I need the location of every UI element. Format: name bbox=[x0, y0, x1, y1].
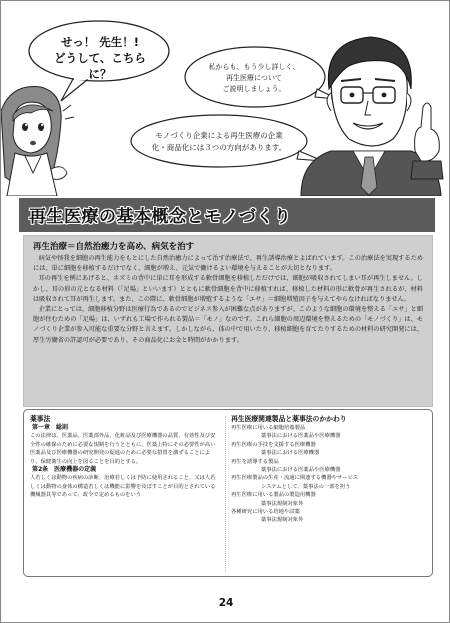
main-paragraph: 企業にとっては、細胞移植分野は医療行為であるのでビジネス参入が困難な点がありますが、このような細胞の環境を整える「エサ」と細胞が住むための「足場」は、いずれも工場で作られる製品＝「モノ」なのです。これら細胞の周辺環境を整えるための「モノづくり」は、モノづくり企業が参入可能な重要な分野と言えます。しかしながら、体の中で用いたり、移植細胞を育てたりするための材料の研究開発には、厚生労働省の許認可が必要であり、その商品化にお金と時間がかかります。 bbox=[33, 306, 423, 344]
glossary-item: 薬事法における医療機器 bbox=[261, 450, 320, 457]
manga-illustration bbox=[1, 1, 450, 196]
glossary-item: 再生医療に用いる製品の製造用機器 bbox=[231, 492, 316, 499]
girl-character bbox=[1, 87, 74, 197]
glossary-subtitle: 第一章 総則 bbox=[32, 424, 69, 431]
glossary-item: 薬事法規制対象外 bbox=[261, 500, 304, 507]
glossary-item: 薬事法における医薬品や医療機器 bbox=[261, 433, 341, 440]
glossary-subtitle: 第2条 医療機器の定義 bbox=[32, 466, 97, 474]
speech-line: モノづくり企業による再生医療の企業 bbox=[155, 131, 283, 140]
glossary-item: 再生医療に用いる細胞培養製品 bbox=[231, 425, 306, 431]
section-title: 再生医療の基本概念とモノづくり bbox=[29, 207, 292, 227]
glossary-box bbox=[23, 409, 433, 577]
girl-speech-text bbox=[45, 34, 155, 82]
section-title-banner bbox=[19, 198, 435, 232]
finger-pointing-icon bbox=[411, 103, 443, 179]
main-paragraph: 病気や怪我を細胞の再生能力をもとにした自然治癒力によって治す治療法で、再生誘導治療とよばれています。この治療法を実現するためには、単に細胞を移植するだけでなく、細胞が増え、元気で働けるよい環境を与えることが大切となります。 bbox=[33, 255, 423, 273]
glossary-item: 再生を誘導する製品 bbox=[231, 458, 279, 465]
speech-line: 化・商品化には３つの方向があります。 bbox=[151, 143, 287, 152]
glossary-item: 人若しくは動物の疾病の診断、治療若しくは予防に使用されること、又は人若しくは動物の身体の構造若しくは機能に影響を及ぼすことが目的とされている機械器具等であって、政令で定めるものをいう bbox=[30, 475, 216, 499]
glossary-title: 再生医療関連製品と薬事法のかかわり bbox=[231, 415, 347, 423]
glossary-item: 各種研究に用いる培地や試薬 bbox=[231, 509, 300, 516]
glossary-item: 再生医療製品の生産・流通に関連する機器やサービス bbox=[231, 475, 359, 482]
professor-main-text bbox=[151, 130, 287, 154]
main-paragraph: 耳の再生を例にあげると、ネズミの背中に単に耳を形成する軟骨細胞を移植しただけでは、細胞が吸収されてしまい耳が再生しません。しかし、耳の形の元となる材料（「足場」といいます）とともに軟骨細胞を背中に移植すれば、移植した材料の形に軟骨が再生されるが、材料は吸収されて耳が再生します。また、この際に、軟骨細胞が増殖するような「エサ」＝細胞増殖因子を与えてやらなければなりません。 bbox=[33, 275, 423, 303]
glossary-item: この法律は、医薬品、医薬部外品、化粧品及び医療機器の品質、有効性及び安全性の確保のために必要な規制を行うとともに、医薬上特にその必要性が高い医薬品及び医療機器の研究開発の促進のために必要な措置を講ずることにより、保健衛生の向上を図ることを目的とする。 bbox=[30, 433, 216, 465]
glossary-item: 再生医療の手技を支援する医療機器 bbox=[231, 441, 316, 448]
glossary-item: 薬事法における医薬品や医療機器 bbox=[261, 467, 341, 474]
column-divider bbox=[225, 416, 226, 572]
speech-line: ご説明しましょう。 bbox=[222, 85, 286, 93]
speech-line: 私からも、もう少し詳しく、 bbox=[208, 63, 300, 71]
main-heading: 再生治療＝自然治癒力を高め、病気を治す bbox=[33, 242, 195, 252]
professor-speech-text bbox=[199, 62, 309, 95]
glossary-right-column bbox=[231, 415, 431, 525]
glossary-item: システムとして、薬事法の一部を担う bbox=[261, 483, 351, 490]
glossary-title: 薬事法 bbox=[30, 415, 51, 423]
speech-line: 再生医療について bbox=[226, 74, 282, 82]
speech-line: せっ！ 先生！! bbox=[60, 35, 140, 49]
speech-line: どうして、こちらに？ bbox=[54, 51, 146, 81]
main-text-box bbox=[23, 235, 433, 407]
glossary-left-column bbox=[30, 415, 220, 500]
page-number: 24 bbox=[218, 597, 234, 609]
glossary-item: 薬事法規制対象外 bbox=[261, 517, 304, 524]
